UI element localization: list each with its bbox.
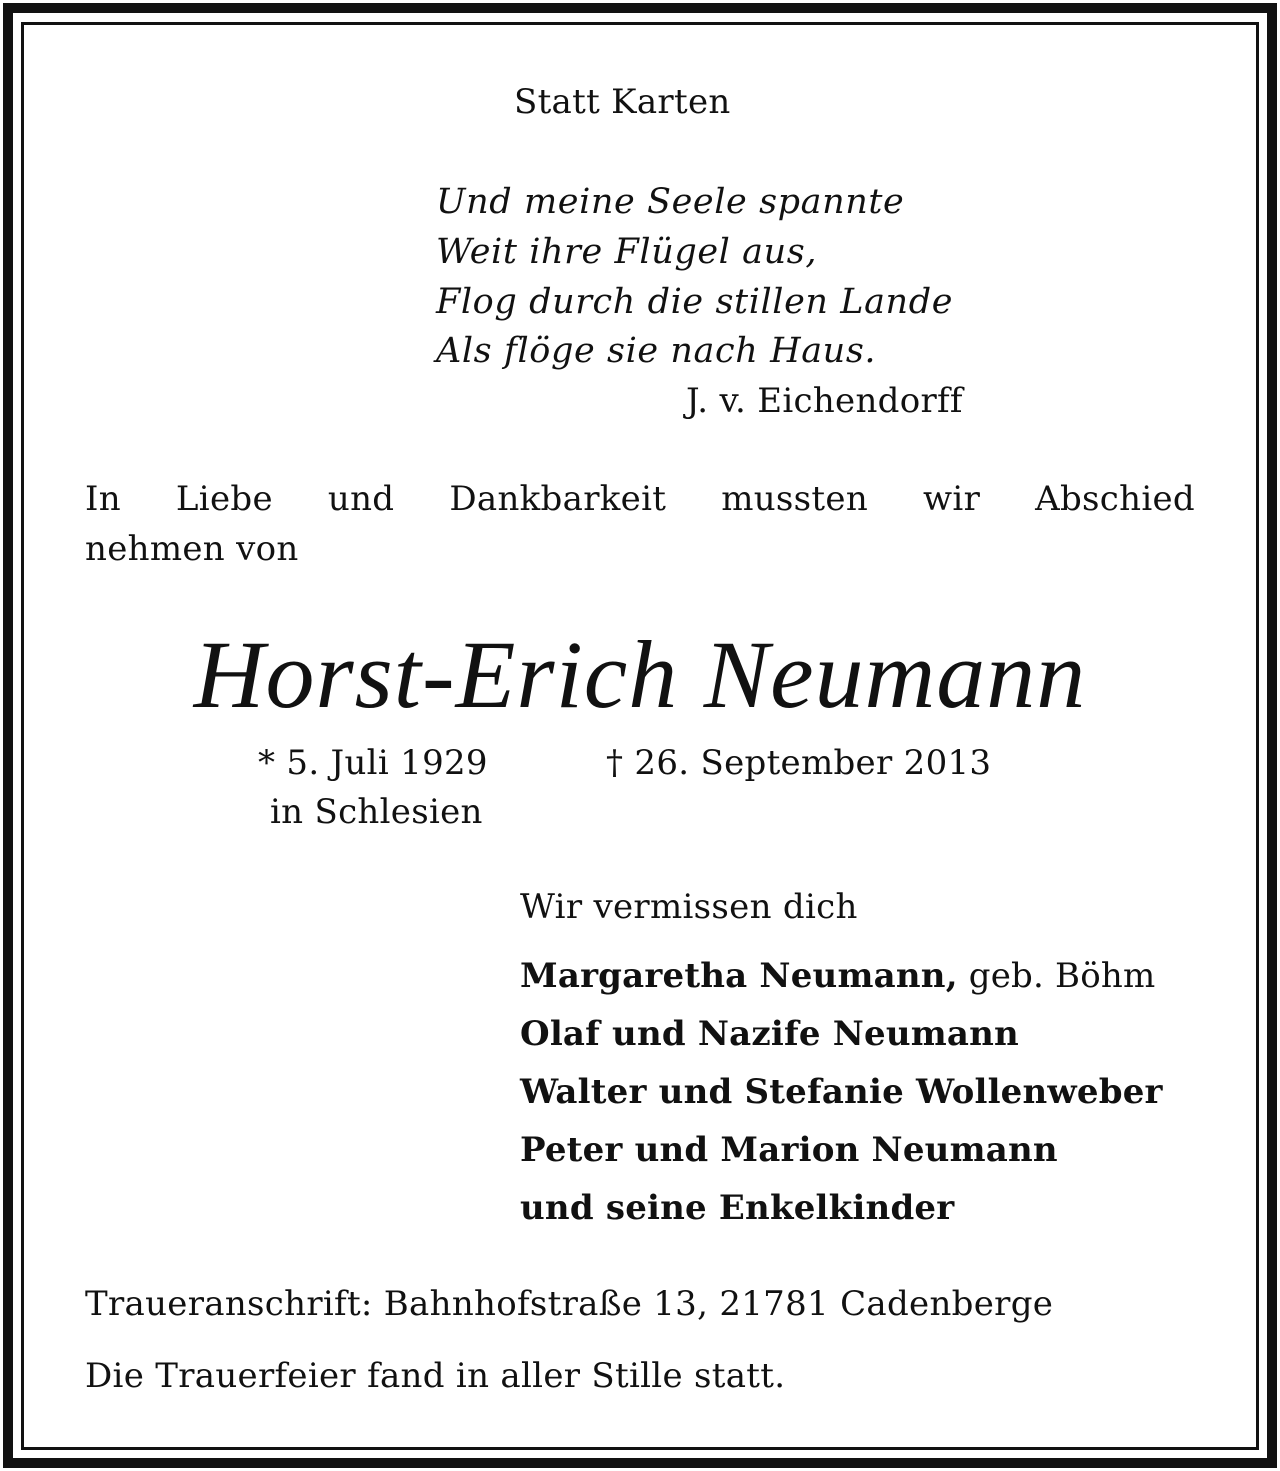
intro-line-2: nehmen von [85, 529, 299, 569]
header-statt-karten: Statt Karten [514, 82, 731, 122]
family-line-5: und seine Enkelkinder [520, 1188, 955, 1228]
poem-line-4: Als flöge sie nach Haus. [436, 331, 877, 371]
poem-line-1: Und meine Seele spannte [436, 182, 905, 222]
intro-line-1: In Liebe und Dankbarkeit mussten wir Abschied [85, 479, 1195, 519]
family-line-1 [520, 956, 1155, 996]
birth-place: in Schlesien [270, 792, 483, 832]
mourners-intro: Wir vermissen dich [520, 887, 858, 927]
death-date: † 26. September 2013 [606, 743, 992, 783]
family-line-2: Olaf und Nazife Neumann [520, 1014, 1019, 1054]
family-name: Margaretha Neumann, [520, 956, 958, 996]
poem-line-3: Flog durch die stillen Lande [436, 282, 954, 322]
poem-line-2: Weit ihre Flügel aus, [436, 232, 818, 272]
mourning-address: Traueranschrift: Bahnhofstraße 13, 21781 Cadenberge [85, 1284, 1054, 1324]
ceremony-note: Die Trauerfeier fand in aller Stille statt. [85, 1356, 786, 1396]
family-line-3: Walter und Stefanie Wollenweber [520, 1072, 1163, 1112]
poem-author: J. v. Eichendorff [686, 381, 963, 421]
deceased-name: Horst-Erich Neumann [193, 621, 1087, 728]
birth-date: * 5. Juli 1929 [258, 743, 488, 783]
family-line-4: Peter und Marion Neumann [520, 1130, 1058, 1170]
family-suffix: geb. Böhm [957, 956, 1156, 996]
